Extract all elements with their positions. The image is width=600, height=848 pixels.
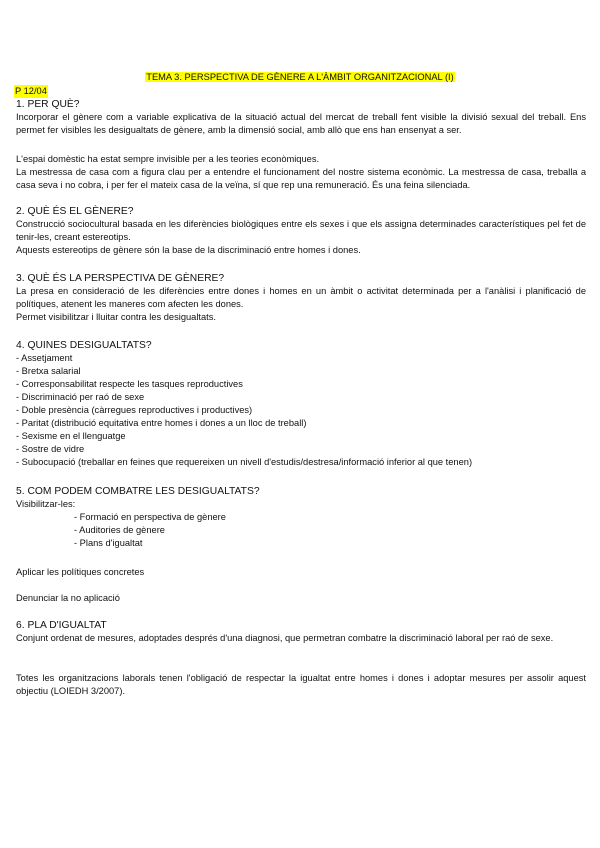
report-non-application: Denunciar la no aplicació <box>16 593 120 603</box>
section-combat <box>16 485 586 550</box>
session-date: P 12/04 <box>15 86 47 96</box>
paragraph: Totes les organitzacions laborals tenen l'obligació de respectar la igualtat entre homes i dones i adoptar mesures per assolir aquest objectiu (LOIEDH 3/2007). <box>16 673 586 696</box>
paragraph: L'espai domèstic ha estat sempre invisible per a les teories econòmiques. <box>16 154 320 164</box>
apply-policies: Aplicar les polítiques concretes <box>16 567 145 577</box>
section-equality-plan-cont <box>16 672 586 698</box>
paragraph: Construcció sociocultural basada en les diferències biològiques entre els sexes i que els assigna determinades característiques pel fet de tenir-les, creant estereotips. <box>16 219 586 242</box>
list-item: - Auditories de gènere <box>74 525 165 535</box>
section-why-cont <box>16 153 586 192</box>
section-equality-plan <box>16 619 586 645</box>
list-item: - Assetjament <box>16 353 73 363</box>
list-item: - Sexisme en el llenguatge <box>16 431 126 441</box>
list-item: - Subocupació (treballar en feines que requereixen un nivell d'estudis/destresa/informació inferior al que tenen) <box>16 457 473 467</box>
section-heading: 1. PER QUÈ? <box>16 99 80 110</box>
paragraph: Conjunt ordenat de mesures, adoptades després d'una diagnosi, que permetran combatre la discriminació laboral per raó de sexe. <box>16 633 554 643</box>
section-heading: 4. QUINES DESIGUALTATS? <box>16 340 152 351</box>
list-item: - Discriminació per raó de sexe <box>16 392 145 402</box>
section-gender <box>16 205 586 257</box>
document-title: TEMA 3. PERSPECTIVA DE GÈNERE A L'ÀMBIT ORGANITZACIONAL (I) <box>146 72 454 82</box>
paragraph: Incorporar el gènere com a variable explicativa de la situació actual del mercat de treball fent visible la divisió sexual del treball. Ens permet fer visibles les desigualtats de gènere, amb la dimensió social, amb allò que ens han ensenyat a ser. <box>16 112 586 135</box>
paragraph: Permet visibilitzar i lluitar contra les desigualtats. <box>16 312 216 322</box>
list-item: - Bretxa salarial <box>16 366 81 376</box>
paragraph: La presa en consideració de les diferències entre dones i homes en un àmbit o activitat determinada per a l'anàlisi i planificació de polítiques, atenent les maneres com afecten les dones. <box>16 286 586 309</box>
paragraph: Aquests estereotips de gènere són la base de la discriminació entre homes i dones. <box>16 245 361 255</box>
section-heading: 6. PLA D'IGUALTAT <box>16 620 107 631</box>
section-heading: 3. QUÈ ÉS LA PERSPECTIVA DE GÈNERE? <box>16 273 225 284</box>
list-item: - Sostre de vidre <box>16 444 85 454</box>
section-inequalities <box>16 339 586 469</box>
section-heading: 2. QUÈ ÉS EL GÈNERE? <box>16 206 134 217</box>
section-gender-perspective <box>16 272 586 324</box>
list-item: - Paritat (distribució equitativa entre homes i dones a un lloc de treball) <box>16 418 307 428</box>
list-item: - Corresponsabilitat respecte les tasques reproductives <box>16 379 243 389</box>
section-heading: 5. COM PODEM COMBATRE LES DESIGUALTATS? <box>16 486 260 497</box>
paragraph: La mestressa de casa com a figura clau per a entendre el funcionament del nostre sistema econòmic. La mestressa de casa, treballa a casa seva i no cobra, i per fer el mateix casa de la veïna, sí que rep una remuneració. És una feina silenciada. <box>16 167 586 190</box>
section-why <box>16 98 586 137</box>
list-item: - Doble presència (càrregues reproductives i productives) <box>16 405 253 415</box>
list-item: - Formació en perspectiva de gènere <box>74 512 226 522</box>
list-item: - Plans d'igualtat <box>74 538 143 548</box>
list-intro: Visibilitzar-les: <box>16 499 76 509</box>
